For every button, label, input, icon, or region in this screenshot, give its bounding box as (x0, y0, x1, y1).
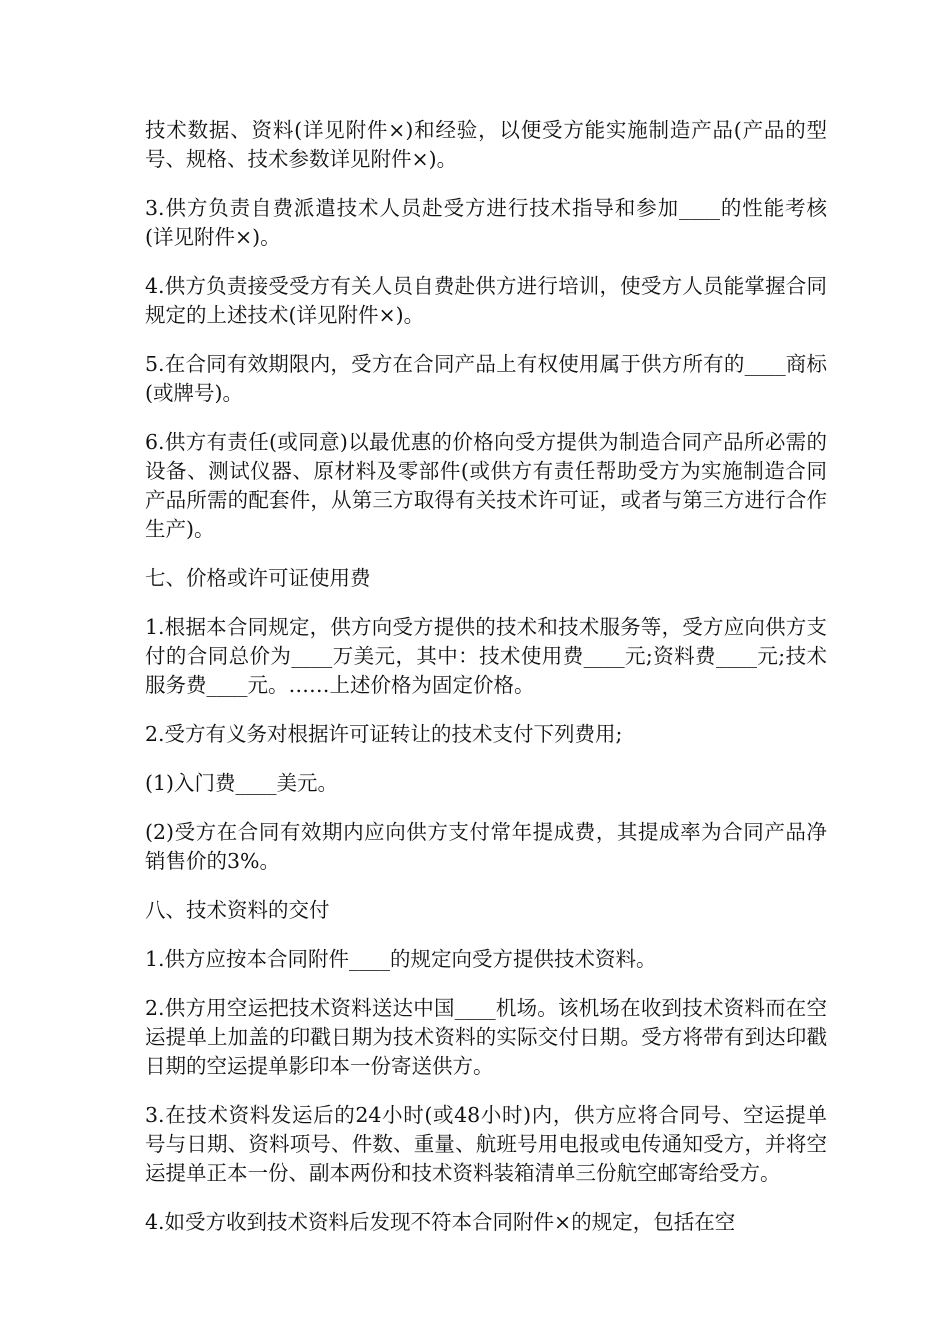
paragraph-price-entry-fee: (1)入门费____美元。 (145, 771, 339, 795)
paragraph-clause-4-training: 4.供方负责接受受方有关人员自费赴供方进行培训，使受方人员能掌握合同规定的上述技术(详见附件×)。 (145, 274, 827, 327)
paragraph-clause-5-trademark: 5.在合同有效期限内，受方在合同产品上有权使用属于供方所有的____商标(或牌号)。 (145, 352, 827, 405)
section-heading-price: 七、价格或许可证使用费 (145, 566, 371, 590)
section-heading-delivery: 八、技术资料的交付 (145, 898, 330, 922)
paragraph-delivery-3-notice: 3.在技术资料发运后的24小时(或48小时)内，供方应将合同号、空运提单号与日期、资料项号、件数、重量、航班号用电报或电传通知受方，并将空运提单正本一份、副本两份和技术资料装箱清单三份航空邮寄给受方。 (145, 1103, 827, 1185)
document-body (145, 116, 827, 1257)
paragraph-tech-data: 技术数据、资料(详见附件×)和经验，以便受方能实施制造产品(产品的型号、规格、技术参数详见附件×)。 (145, 118, 827, 171)
paragraph-price-2-fees: 2.受方有义务对根据许可证转让的技术支付下列费用; (145, 722, 623, 746)
paragraph-price-1-total: 1.根据本合同规定，供方向受方提供的技术和技术服务等，受方应向供方支付的合同总价为____万美元，其中：技术使用费____元;资料费____元;技术服务费____元。……上述价格为固定价格。 (145, 615, 827, 697)
paragraph-delivery-2-airport: 2.供方用空运把技术资料送达中国____机场。该机场在收到技术资料而在空运提单上加盖的印戳日期为技术资料的实际交付日期。受方将带有到达印戳日期的空运提单影印本一份寄送供方。 (145, 996, 827, 1078)
paragraph-delivery-4-nonconform: 4.如受方收到技术资料后发现不符本合同附件×的规定，包括在空 (145, 1210, 736, 1234)
paragraph-delivery-1: 1.供方应按本合同附件____的规定向受方提供技术资料。 (145, 947, 657, 971)
paragraph-clause-6-equipment: 6.供方有责任(或同意)以最优惠的价格向受方提供为制造合同产品所必需的设备、测试仪器、原材料及零部件(或供方有责任帮助受方为实施制造合同产品所需的配套件，从第三方取得有关技术许可证，或者与第三方进行合作生产)。 (145, 430, 827, 541)
paragraph-clause-3-dispatch: 3.供方负责自费派遣技术人员赴受方进行技术指导和参加____的性能考核(详见附件×)。 (145, 196, 827, 249)
paragraph-price-royalty: (2)受方在合同有效期内应向供方支付常年提成费，其提成率为合同产品净销售价的3%。 (145, 820, 827, 873)
